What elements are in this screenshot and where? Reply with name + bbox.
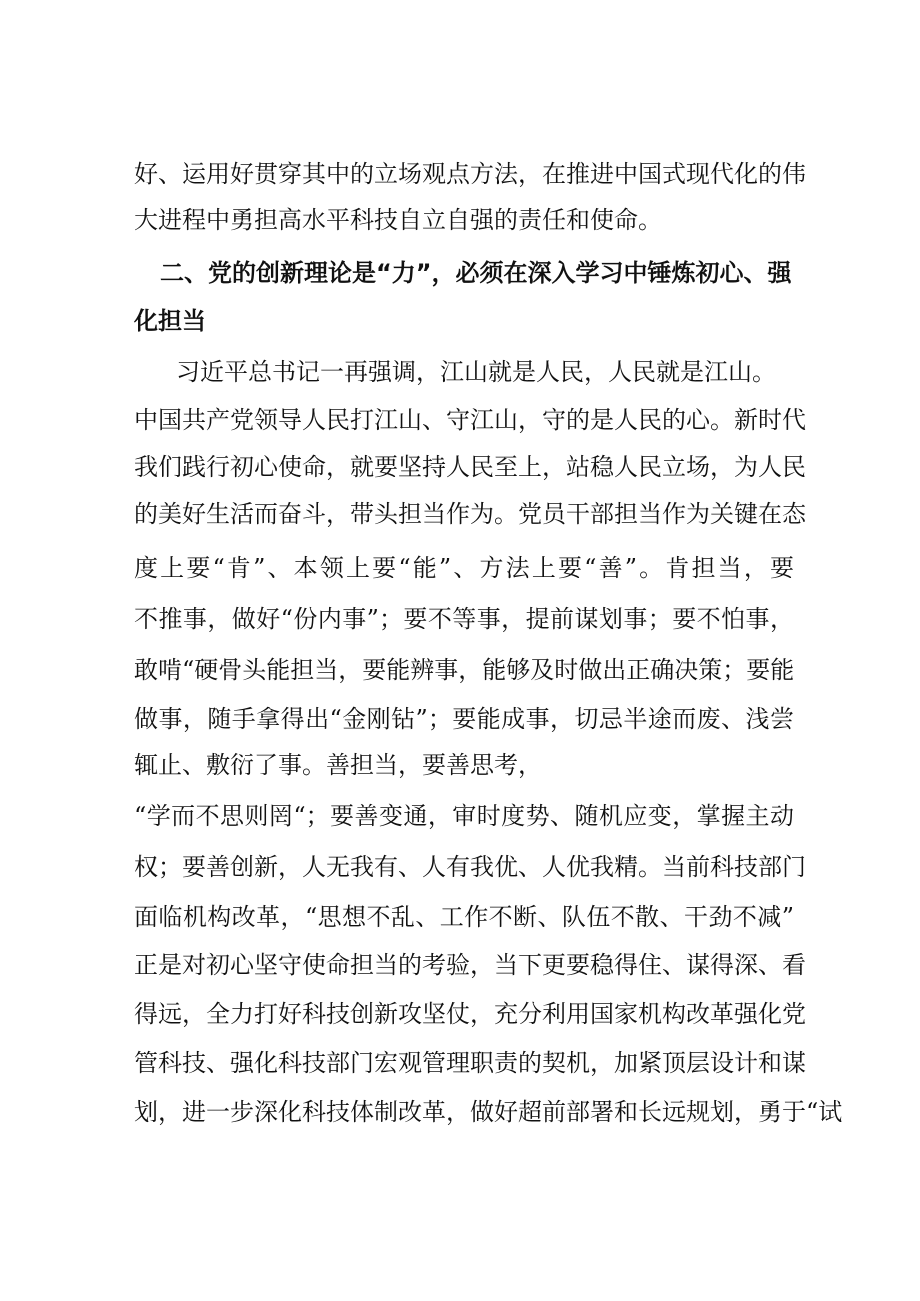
body-text-line: 正是对初心坚守使命担当的考验，当下更要稳得住、谋得深、看 — [134, 951, 806, 979]
body-text-line: 的美好生活而奋斗，带头担当作为。党员干部担当作为关键在态 — [134, 500, 806, 528]
section-heading-line: 二、党的创新理论是“力”，必须在深入学习中锤炼初心、强 — [160, 259, 792, 287]
body-text-line: 好、运用好贯穿其中的立场观点方法，在推进中国式现代化的伟 — [134, 160, 806, 188]
section-heading-line: 化担当 — [134, 307, 206, 335]
body-text-line: 做事，随手拿得出“金刚钻”；要能成事，切忌半途而废、浅尝 — [134, 705, 794, 733]
body-text-line: 管科技、强化科技部门宏观管理职责的契机，加紧顶层设计和谋 — [134, 1049, 806, 1077]
body-text-line: 得远，全力打好科技创新攻坚仗，充分利用国家机构改革强化党 — [134, 1000, 806, 1028]
body-text-line: “学而不思则罔“；要善变通，审时度势、随机应变，掌握主动 — [134, 802, 794, 830]
body-text-line: 度上要“肯”、本领上要“能”、方法上要“善”。肯担当，要 — [134, 554, 794, 582]
body-text-line: 大进程中勇担高水平科技自立自强的责任和使命。 — [134, 206, 662, 234]
body-text-line: 中国共产党领导人民打江山、守江山，守的是人民的心。新时代 — [134, 406, 806, 434]
body-text-line: 我们践行初心使命，就要坚持人民至上，站稳人民立场，为人民 — [134, 453, 806, 481]
body-text-line: 面临机构改革，“思想不乱、工作不断、队伍不散、干劲不减” — [134, 903, 794, 931]
body-text-line: 敢啃“硬骨头能担当，要能辨事，能够及时做出正确决策；要能 — [134, 656, 795, 684]
body-text-line: 习近平总书记一再强调，江山就是人民，人民就是江山。 — [176, 358, 776, 386]
body-text-line: 划，进一步深化科技体制改革，做好超前部署和长远规划，勇于“试 — [134, 1098, 843, 1126]
body-text-line: 辄止、敷衍了事。善担当，要善思考， — [134, 751, 542, 779]
body-text-line: 不推事，做好“份内事”；要不等事，提前谋划事；要不怕事， — [134, 605, 794, 633]
body-text-line: 权；要善创新，人无我有、人有我优、人优我精。当前科技部门 — [134, 853, 806, 881]
